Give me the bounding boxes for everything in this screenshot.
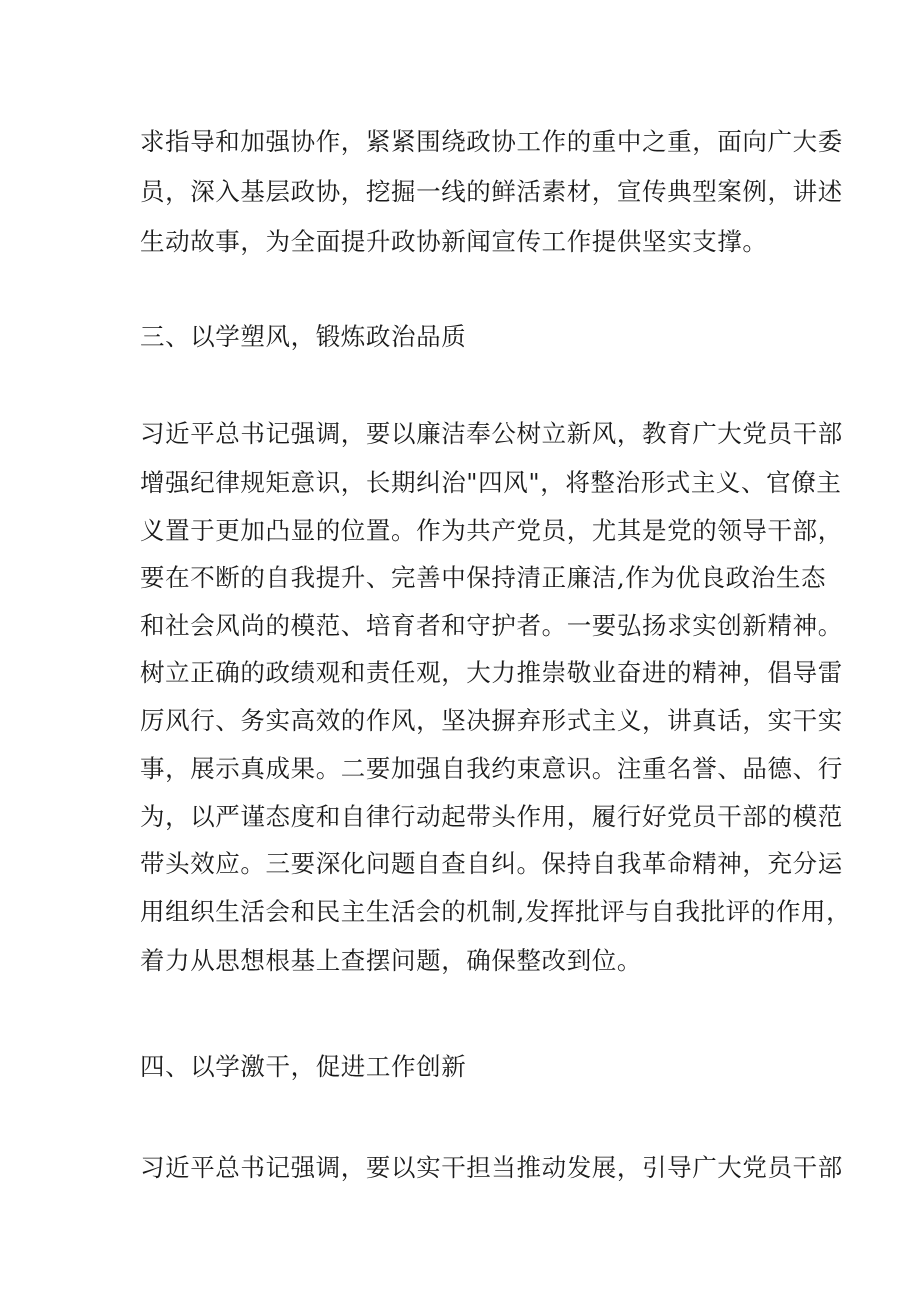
paragraph-line: 着力从思想根基上查摆问题，确保整改到位。 xyxy=(140,946,642,975)
paragraph-line: 带头效应。三要深化问题自查自纠。保持自我革命精神，充分运 xyxy=(140,849,843,878)
paragraph-line: 义置于更加凸显的位置。作为共产党员，尤其是党的领导干部， xyxy=(140,516,843,545)
paragraph-line: 和社会风尚的模范、培育者和守护者。一要弘扬求实创新精神。 xyxy=(140,611,843,640)
paragraph-line: 求指导和加强协作，紧紧围绕政协工作的重中之重，面向广大委 xyxy=(140,127,843,156)
paragraph-line: 增强纪律规矩意识，长期纠治"四风"，将整治形式主义、官僚主 xyxy=(140,468,842,497)
paragraph-line: 事，展示真成果。二要加强自我约束意识。注重名誉、品德、行 xyxy=(140,754,843,783)
section-heading-4: 四、以学激干，促进工作创新 xyxy=(140,1052,467,1081)
paragraph-line: 员，深入基层政协，挖掘一线的鲜活素材，宣传典型案例，讲述 xyxy=(140,177,843,206)
paragraph-line: 要在不断的自我提升、完善中保持清正廉洁,作为优良政治生态 xyxy=(140,563,827,592)
paragraph-line: 树立正确的政绩观和责任观，大力推崇敬业奋进的精神，倡导雷 xyxy=(140,658,843,687)
paragraph-line: 习近平总书记强调，要以廉洁奉公树立新风，教育广大党员干部 xyxy=(140,419,843,448)
paragraph-line: 用组织生活会和民主生活会的机制,发挥批评与自我批评的作用， xyxy=(140,897,852,926)
section-heading-3: 三、以学塑风，锻炼政治品质 xyxy=(140,322,467,351)
paragraph-line: 习近平总书记强调，要以实干担当推动发展，引导广大党员干部 xyxy=(140,1153,843,1182)
paragraph-line: 厉风行、务实高效的作风，坚决摒弃形式主义，讲真话，实干实 xyxy=(140,706,843,735)
paragraph-line: 为，以严谨态度和自律行动起带头作用，履行好党员干部的模范 xyxy=(140,802,843,831)
paragraph-line: 生动故事，为全面提升政协新闻宣传工作提供坚实支撑。 xyxy=(140,227,768,256)
